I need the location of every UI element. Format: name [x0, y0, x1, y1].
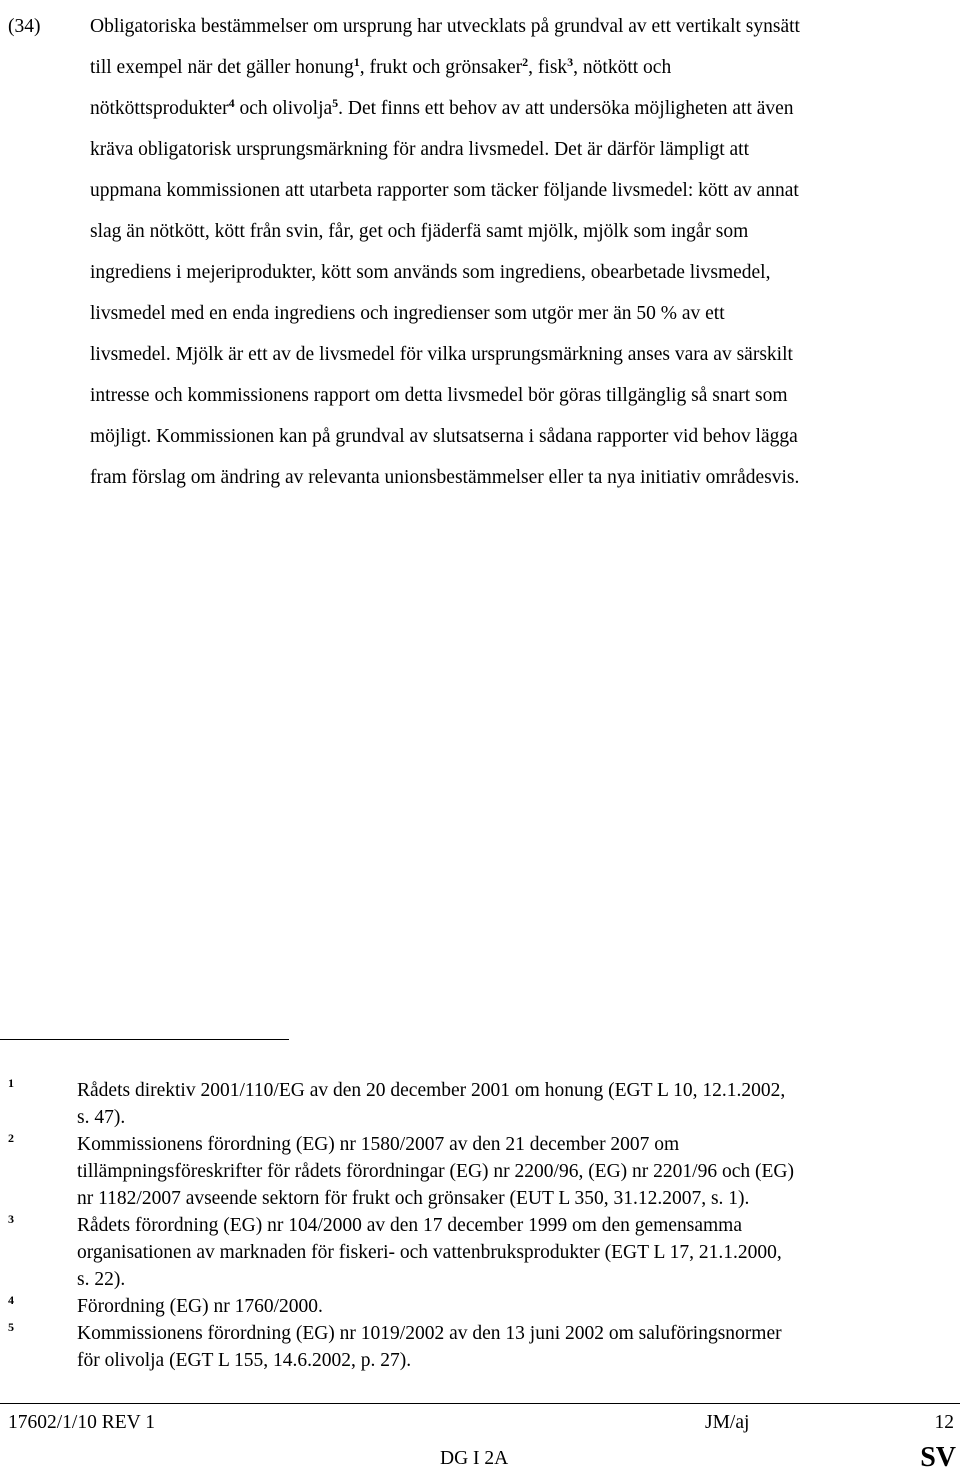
document-reference: 17602/1/10 REV 1	[8, 1412, 155, 1433]
footnote-text	[77, 1320, 957, 1374]
paragraph-text: , nötkött och	[573, 57, 672, 78]
paragraph-line: ingrediens i mejeriprodukter, kött som används som ingrediens, obearbetade livsmedel,	[90, 262, 771, 283]
footnote-text	[77, 1077, 957, 1131]
footnote-text	[77, 1131, 957, 1212]
paragraph-line: möjligt. Kommissionen kan på grundval av slutsatserna i sådana rapporter vid behov lägga	[90, 426, 798, 447]
directorate-code: DG I 2A	[440, 1448, 509, 1469]
paragraph-line: fram förslag om ändring av relevanta unionsbestämmelser eller ta nya initiativ områdesvis.	[90, 467, 800, 488]
footnote-line: organisationen av marknaden för fiskeri- och vattenbruksprodukter (EGT L 17, 21.1.2000,	[77, 1242, 782, 1263]
footnote-line: s. 22).	[77, 1269, 126, 1290]
footnote-marker[interactable]: 1	[353, 55, 360, 69]
paragraph-line	[90, 88, 960, 129]
footnote-line: för olivolja (EGT L 155, 14.6.2002, p. 27).	[77, 1350, 412, 1371]
footnote-number: 1	[8, 1076, 14, 1090]
recital-paragraph	[90, 6, 960, 498]
paragraph-line: Obligatoriska bestämmelser om ursprung har utvecklats på grundval av ett vertikalt synsätt	[90, 16, 800, 37]
footnote-line: tillämpningsföreskrifter för rådets förordningar (EG) nr 2200/96, (EG) nr 2201/96 och (EG)	[77, 1161, 794, 1182]
footnote-line: nr 1182/2007 avseende sektorn för frukt och grönsaker (EUT L 350, 31.12.2007, s. 1).	[77, 1188, 750, 1209]
paragraph-line: kräva obligatorisk ursprungsmärkning för andra livsmedel. Det är därför lämpligt att	[90, 139, 750, 160]
footer-separator	[0, 1403, 960, 1404]
footnote-marker[interactable]: 5	[332, 96, 339, 110]
paragraph-text: , fisk	[528, 57, 568, 78]
paragraph-text: till exempel när det gäller honung	[90, 57, 354, 78]
paragraph-line: slag än nötkött, kött från svin, får, get och fjäderfä samt mjölk, mjölk som ingår som	[90, 221, 749, 242]
paragraph-line	[90, 47, 960, 88]
footnote-number: 5	[8, 1320, 14, 1334]
footnote-marker[interactable]: 4	[228, 96, 235, 110]
footnote-text	[77, 1212, 957, 1293]
paragraph-text: . Det finns ett behov av att undersöka möjligheten att även	[338, 98, 794, 119]
footnote-number: 4	[8, 1293, 14, 1307]
paragraph-text: nötköttsprodukter	[90, 98, 229, 119]
footnote-number: 3	[8, 1212, 14, 1226]
footnote-line: Kommissionens förordning (EG) nr 1580/2007 av den 21 december 2007 om	[77, 1134, 680, 1155]
author-initials: JM/aj	[705, 1412, 750, 1433]
footnote-marker[interactable]: 2	[522, 55, 529, 69]
footnote-line: s. 47).	[77, 1107, 126, 1128]
footnote-text	[77, 1293, 957, 1320]
paragraph-text: , frukt och grönsaker	[359, 57, 523, 78]
footnote-line: Kommissionens förordning (EG) nr 1019/2002 av den 13 juni 2002 om saluföringsnormer	[77, 1323, 782, 1344]
footnote-line: Förordning (EG) nr 1760/2000.	[77, 1296, 323, 1317]
paragraph-line: livsmedel. Mjölk är ett av de livsmedel för vilka ursprungsmärkning anses vara av särskilt	[90, 344, 793, 365]
language-code: SV	[920, 1442, 956, 1473]
paragraph-text: och olivolja	[234, 98, 333, 119]
paragraph-line: intresse och kommissionens rapport om detta livsmedel bör göras tillgänglig så snart som	[90, 385, 788, 406]
paragraph-line: uppmana kommissionen att utarbeta rapporter som täcker följande livsmedel: kött av annat	[90, 180, 799, 201]
footnote-separator	[0, 1039, 289, 1040]
footnote-line: Rådets förordning (EG) nr 104/2000 av den 17 december 1999 om den gemensamma	[77, 1215, 742, 1236]
paragraph-line: livsmedel med en enda ingrediens och ingredienser som utgör mer än 50 % av ett	[90, 303, 725, 324]
page-number: 12	[934, 1412, 954, 1433]
footnote-marker[interactable]: 3	[567, 55, 574, 69]
footnote-line: Rådets direktiv 2001/110/EG av den 20 december 2001 om honung (EGT L 10, 12.1.2002,	[77, 1080, 786, 1101]
paragraph-number: (34)	[8, 16, 41, 37]
footnote-number: 2	[8, 1131, 14, 1145]
